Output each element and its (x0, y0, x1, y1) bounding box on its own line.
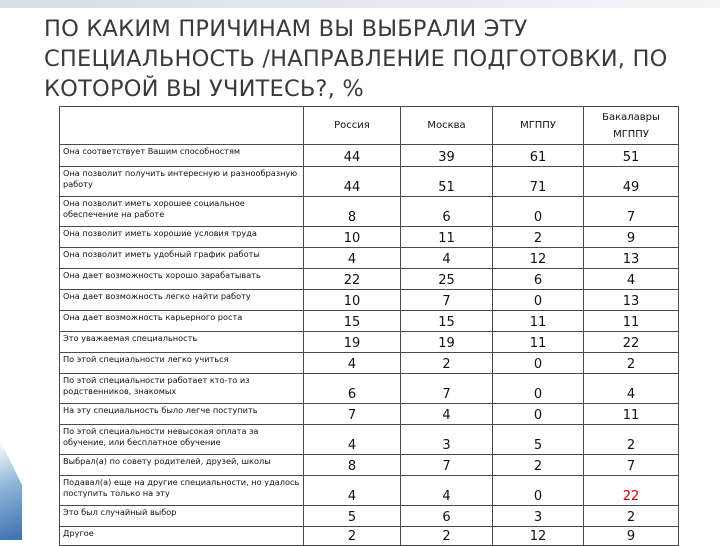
table-row (60, 527, 679, 546)
value-cell: 8 (304, 197, 401, 227)
value-cell: 4 (401, 476, 493, 506)
column-header: Бакалавры МГППУ (584, 107, 679, 145)
table-row (60, 404, 679, 425)
value-cell: 7 (584, 455, 679, 476)
column-header: Россия (304, 107, 401, 145)
row-label: На эту специальность было легче поступить (60, 404, 304, 425)
value-cell: 61 (493, 145, 584, 167)
table-row (60, 248, 679, 269)
value-cell: 22 (584, 332, 679, 353)
value-cell: 6 (401, 197, 493, 227)
value-cell: 12 (493, 527, 584, 546)
value-cell: 7 (304, 404, 401, 425)
value-cell: 2 (401, 527, 493, 546)
value-cell: 39 (401, 145, 493, 167)
value-cell: 2 (493, 455, 584, 476)
table-row (60, 167, 679, 197)
value-cell: 11 (401, 227, 493, 248)
value-cell: 7 (584, 197, 679, 227)
value-cell: 5 (304, 506, 401, 527)
value-cell: 2 (493, 227, 584, 248)
value-cell: 11 (493, 332, 584, 353)
table-header-row (60, 107, 679, 145)
value-cell: 5 (493, 425, 584, 455)
value-cell: 12 (493, 248, 584, 269)
slide-corner-decoration (0, 440, 22, 540)
row-label: Она позволит иметь хорошее социальное обеспечение на работе (60, 197, 304, 227)
value-cell: 19 (304, 332, 401, 353)
value-cell: 9 (584, 227, 679, 248)
table-row (60, 311, 679, 332)
row-label: Она позволит иметь хорошие условия труда (60, 227, 304, 248)
column-header: МГППУ (493, 107, 584, 145)
value-cell: 8 (304, 455, 401, 476)
row-label: Она соответствует Вашим способностям (60, 145, 304, 167)
value-cell: 15 (304, 311, 401, 332)
table-row (60, 476, 679, 506)
value-cell: 4 (304, 248, 401, 269)
value-cell: 4 (304, 476, 401, 506)
value-cell: 4 (304, 425, 401, 455)
value-cell: 11 (584, 404, 679, 425)
row-label: Выбрал(а) по совету родителей, друзей, школы (60, 455, 304, 476)
table-row (60, 425, 679, 455)
value-cell: 51 (584, 145, 679, 167)
value-cell: 10 (304, 290, 401, 311)
value-cell: 71 (493, 167, 584, 197)
value-cell: 10 (304, 227, 401, 248)
table-row (60, 374, 679, 404)
row-label: Она дает возможность легко найти работу (60, 290, 304, 311)
value-cell: 22 (584, 476, 679, 506)
value-cell: 4 (584, 269, 679, 290)
header-empty-cell (60, 107, 304, 145)
row-label: По этой специальности работает кто-то из родственников, знакомых (60, 374, 304, 404)
value-cell: 2 (584, 506, 679, 527)
table-row (60, 227, 679, 248)
value-cell: 2 (584, 353, 679, 374)
value-cell: 51 (401, 167, 493, 197)
row-label: Она дает возможность хорошо зарабатывать (60, 269, 304, 290)
value-cell: 2 (401, 353, 493, 374)
value-cell: 6 (401, 506, 493, 527)
table-body (60, 145, 679, 546)
value-cell: 13 (584, 290, 679, 311)
value-cell: 0 (493, 353, 584, 374)
survey-table (59, 106, 679, 546)
value-cell: 6 (493, 269, 584, 290)
row-label: Это уважаемая специальность (60, 332, 304, 353)
value-cell: 4 (304, 353, 401, 374)
row-label: По этой специальности легко учиться (60, 353, 304, 374)
value-cell: 0 (493, 404, 584, 425)
table-row (60, 353, 679, 374)
value-cell: 4 (584, 374, 679, 404)
row-label: Она позволит получить интересную и разнообразную работу (60, 167, 304, 197)
value-cell: 3 (401, 425, 493, 455)
value-cell: 9 (584, 527, 679, 546)
table-row (60, 506, 679, 527)
row-label: Подавал(а) еще на другие специальности, но удалось поступить только на эту (60, 476, 304, 506)
value-cell: 49 (584, 167, 679, 197)
value-cell: 13 (584, 248, 679, 269)
row-label: По этой специальности невысокая оплата за обучение, или бесплатное обучение (60, 425, 304, 455)
table-row (60, 332, 679, 353)
slide-title: ПО КАКИМ ПРИЧИНАМ ВЫ ВЫБРАЛИ ЭТУ СПЕЦИАЛЬНОСТЬ /НАПРАВЛЕНИЕ ПОДГОТОВКИ, ПО КОТОРОЙ ВЫ УЧИТЕСЬ?, % (44, 16, 668, 102)
value-cell: 2 (304, 527, 401, 546)
row-label: Это был случайный выбор (60, 506, 304, 527)
value-cell: 2 (584, 425, 679, 455)
value-cell: 15 (401, 311, 493, 332)
table-row (60, 197, 679, 227)
table-row (60, 455, 679, 476)
table-row (60, 145, 679, 167)
value-cell: 25 (401, 269, 493, 290)
value-cell: 7 (401, 290, 493, 311)
column-header: Москва (401, 107, 493, 145)
value-cell: 4 (401, 404, 493, 425)
value-cell: 0 (493, 290, 584, 311)
row-label: Она дает возможность карьерного роста (60, 311, 304, 332)
row-label: Она позволит иметь удобный график работы (60, 248, 304, 269)
value-cell: 7 (401, 455, 493, 476)
value-cell: 7 (401, 374, 493, 404)
value-cell: 44 (304, 145, 401, 167)
value-cell: 19 (401, 332, 493, 353)
value-cell: 6 (304, 374, 401, 404)
value-cell: 44 (304, 167, 401, 197)
table-row (60, 269, 679, 290)
value-cell: 0 (493, 476, 584, 506)
table-row (60, 290, 679, 311)
value-cell: 11 (493, 311, 584, 332)
value-cell: 4 (401, 248, 493, 269)
row-label: Другое (60, 527, 304, 546)
slide-top-stripe (0, 0, 720, 8)
value-cell: 0 (493, 197, 584, 227)
value-cell: 0 (493, 374, 584, 404)
value-cell: 11 (584, 311, 679, 332)
value-cell: 22 (304, 269, 401, 290)
value-cell: 3 (493, 506, 584, 527)
